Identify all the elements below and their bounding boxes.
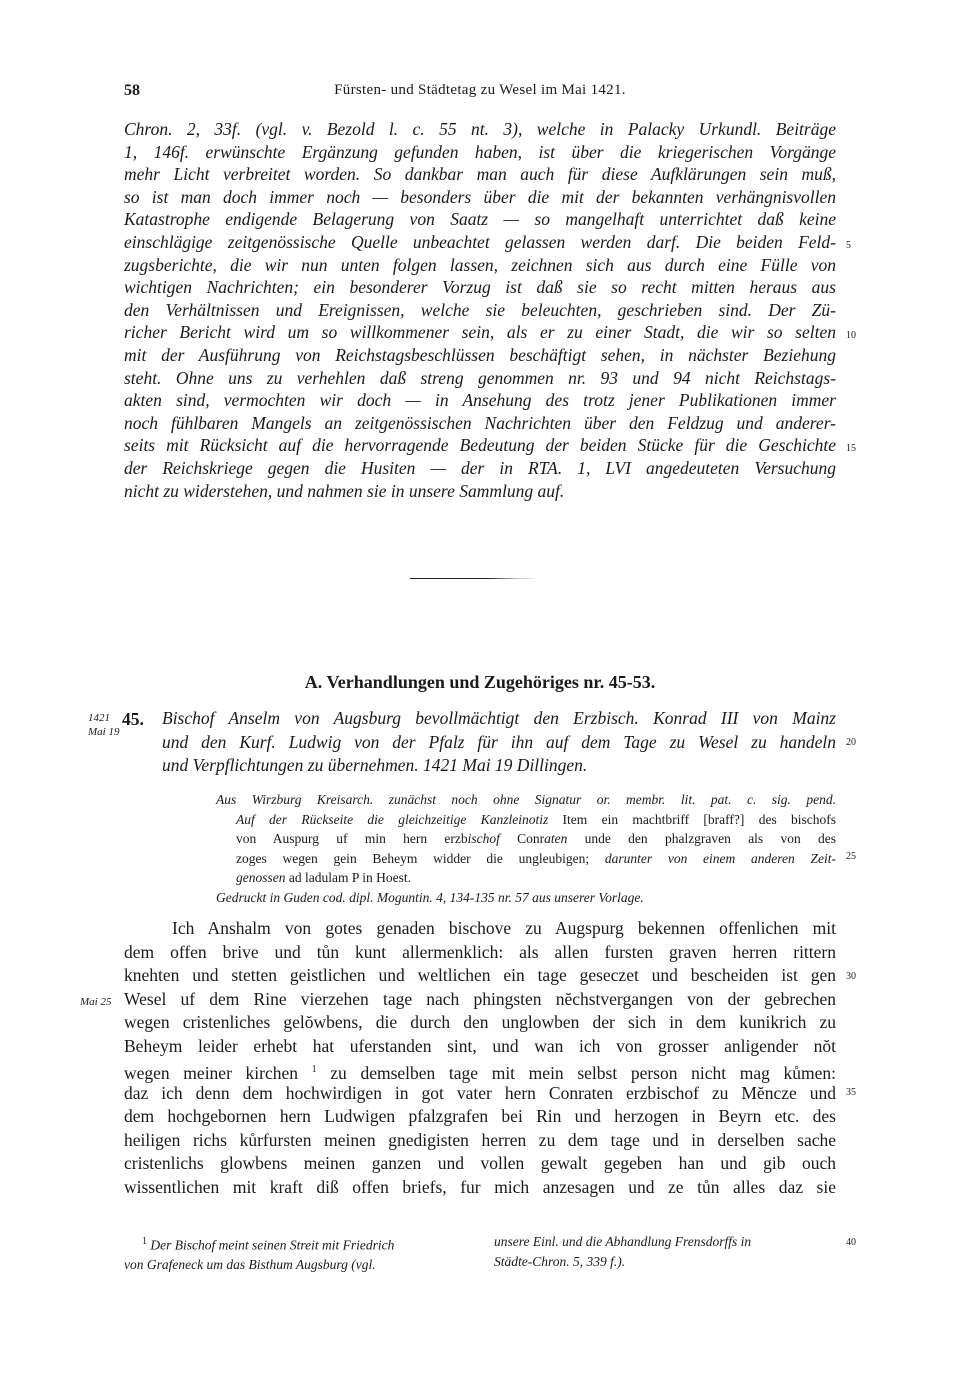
- intro-line: mehr Licht verbreitet worden. So dankbar man auch für diese Aufklärungen sein muß,: [124, 164, 836, 185]
- body-line: Ich Anshalm von gotes genaden bischove zu Augspurg bekennen offenlichen mit: [172, 918, 836, 938]
- apparatus-line: [216, 849, 836, 869]
- line-number: 5: [846, 240, 851, 251]
- document-number: 45.: [122, 709, 144, 729]
- footnote-text: Der Bischof meint seinen Streit mit Friedrich: [150, 1237, 395, 1253]
- apparatus-line: Aus Wirzburg Kreisarch. zunächst noch ohne Signatur or. membr. lit. pat. c. sig. pend.: [216, 792, 836, 807]
- body-fragment: zu demselben tage mit mein selbst person nicht mag kůmen:: [316, 1062, 836, 1083]
- footnote-right: [494, 1232, 836, 1271]
- intro-line: seits mit Rücksicht auf die hervorragende Bedeutung der beiden Stücke für die Geschichte: [124, 435, 836, 456]
- intro-line: nicht zu widerstehen, und nahmen sie in unsere Sammlung auf.: [124, 480, 565, 501]
- body-line: wegen cristenliches gelŏwbens, die durch den unglowben der sich in dem kunikrich zu: [124, 1012, 836, 1032]
- intro-line: wichtigen Nachrichten; ein besonderer Vorzug ist daß sie so recht mitten heraus aus: [124, 277, 836, 298]
- intro-line: zugsberichte, die wir nun unten folgen lassen, zeichnen sich aus durch eine Fülle von: [124, 254, 836, 275]
- body-line: wissentlichen mit kraft diß offen briefs, fur mich anzesagen und ze tůn alles daz sie: [124, 1176, 836, 1197]
- running-title: Fürsten- und Städtetag zu Wesel im Mai 1421.: [334, 82, 626, 98]
- line-number: 20: [846, 737, 856, 748]
- footnote-number: 1: [142, 1236, 147, 1247]
- footnote-line: unsere Einl. und die Abhandlung Frensdorffs in: [494, 1234, 752, 1249]
- apparatus-italic: ischof: [467, 831, 500, 846]
- body-line: [124, 1058, 836, 1082]
- regest-line: Bischof Anselm von Augsburg bevollmächtigt den Erzbisch. Konrad III von Mainz: [162, 708, 836, 728]
- intro-line: der Reichskriege gegen die Husiten — der in RTA. 1, LVI angedeuteten Versuchung: [124, 457, 836, 478]
- apparatus-line: [216, 868, 836, 888]
- apparatus-roman: zoges wegen gein Beheym widder die ungleubigen;: [236, 850, 605, 866]
- line-number: 30: [846, 971, 856, 982]
- section-title: A. Verhandlungen und Zugehöriges nr. 45-53.: [304, 672, 656, 692]
- body-line: knehten und stetten geistlichen und weltlichen ein tage geseczet und bescheiden ist gen: [124, 965, 836, 985]
- margin-date-year: 1421: [88, 712, 110, 724]
- apparatus-roman: unde den phalzgraven als von des: [567, 831, 836, 846]
- footnote-line: von Grafeneck um das Bisthum Augsburg (vgl.: [124, 1257, 376, 1272]
- body-line: heiligen richs kůrfursten meinen gnedigisten herren zu dem tage und in derselben sache: [124, 1129, 836, 1150]
- line-number: 40: [846, 1237, 856, 1248]
- intro-line: steht. Ohne uns zu verhehlen daß streng genommen nr. 93 und 94 nicht Reichstags-: [124, 367, 836, 388]
- line-number: 10: [846, 330, 856, 341]
- line-number: 15: [846, 443, 856, 454]
- body-line: dem hochgebornen hern Ludwigen pfalzgrafen bei Rin und herzogen in Beyrn etc. des: [124, 1106, 836, 1126]
- footnote-left: [124, 1232, 474, 1275]
- body-line: dem offen brive und tůn kunt allermenklich: als allen fursten graven herren rittern: [124, 941, 836, 962]
- apparatus-roman: Conr: [499, 831, 545, 846]
- body-line: cristenlichs glowbens meinen ganzen und vollen gewalt gegeben han und gib ouch: [124, 1153, 836, 1173]
- document-body: [124, 917, 836, 1199]
- apparatus-line: [216, 829, 836, 849]
- apparatus-line: [216, 810, 836, 830]
- line-number: 35: [846, 1087, 856, 1098]
- apparatus-italic: genossen: [236, 870, 286, 885]
- apparatus-italic: darunter von einem anderen Zeit-: [604, 850, 837, 866]
- body-line: Beheym leider erhebt hat uferstanden sint, und wan ich von grosser anligender nŏt: [124, 1035, 836, 1056]
- page-number: 58: [124, 82, 140, 99]
- body-line: Wesel uf dem Rine vierzehen tage nach phingsten nĕchstvergangen von der gebrechen: [124, 988, 836, 1009]
- footnote-marker: 1: [311, 1064, 317, 1075]
- regest: [162, 707, 836, 778]
- body-line: daz ich denn dem hochwirdigen in got vater hern Conraten erzbischof zu Mĕncze und: [124, 1082, 836, 1103]
- source-apparatus: [216, 790, 836, 907]
- line-number: 25: [846, 851, 856, 862]
- intro-paragraph: [124, 118, 836, 502]
- apparatus-roman: von Auspurg uf min hern erzb: [236, 831, 468, 846]
- intro-line: mit der Ausführung von Reichstagsbeschlüssen beschäftigt sehen, in nächster Beziehung: [124, 344, 836, 365]
- footnote-line: [124, 1232, 474, 1255]
- intro-line: akten sind, vermochten wir doch — in Ansehung des trotz jener Publikationen immer: [124, 390, 836, 411]
- footnote-line: Städte-Chron. 5, 339 f.).: [494, 1253, 626, 1269]
- intro-line: Katastrophe endigende Belagerung von Saatz — so mangelhaft unterrichtet daß keine: [124, 209, 836, 230]
- apparatus-italic: aten: [544, 831, 568, 846]
- intro-line: richer Bericht wird um so willkommener sein, als er zu einer Stadt, die wir so selten: [124, 322, 836, 343]
- intro-line: Chron. 2, 33f. (vgl. v. Bezold l. c. 55 nt. 3), welche in Palacky Urkundl. Beiträge: [124, 119, 836, 139]
- apparatus-roman: Item ein machtbriff [braff?] des bischofs: [548, 811, 837, 827]
- intro-line: noch fühlbaren Mangels an zeitgenössischen Nachrichten über den Feldzug und anderer-: [124, 412, 836, 433]
- apparatus-roman: ad ladulam P in Hoest.: [285, 870, 411, 885]
- regest-line: und Verpflichtungen zu übernehmen. 1421 Mai 19 Dillingen.: [162, 755, 588, 775]
- body-fragment: wegen meiner kirchen: [124, 1062, 299, 1083]
- margin-body-date: Mai 25: [80, 996, 112, 1008]
- margin-date-day: Mai 19: [88, 726, 120, 738]
- section-divider: [410, 578, 540, 579]
- intro-line: 1, 146f. erwünschte Ergänzung gefunden haben, ist über die kriegerischen Vorgänge: [124, 141, 836, 162]
- intro-line: den Verhältnissen und Ereignissen, welche sie beleuchten, geschrieben sind. Der Zü-: [124, 299, 836, 320]
- regest-line: und den Kurf. Ludwig von der Pfalz für ihn auf dem Tage zu Wesel zu handeln: [162, 731, 836, 752]
- intro-line: so ist man doch immer noch — besonders über die mit der bekannten verhängnisvollen: [124, 186, 836, 207]
- intro-line: einschlägige zeitgenössische Quelle unbeachtet gelassen werden darf. Die beiden Feld-: [124, 231, 836, 252]
- apparatus-italic: Auf der Rückseite die gleichzeitige Kanzleinotiz: [236, 811, 549, 827]
- apparatus-line: Gedruckt in Guden cod. dipl. Moguntin. 4, 134-135 nr. 57 aus unserer Vorlage.: [216, 889, 644, 905]
